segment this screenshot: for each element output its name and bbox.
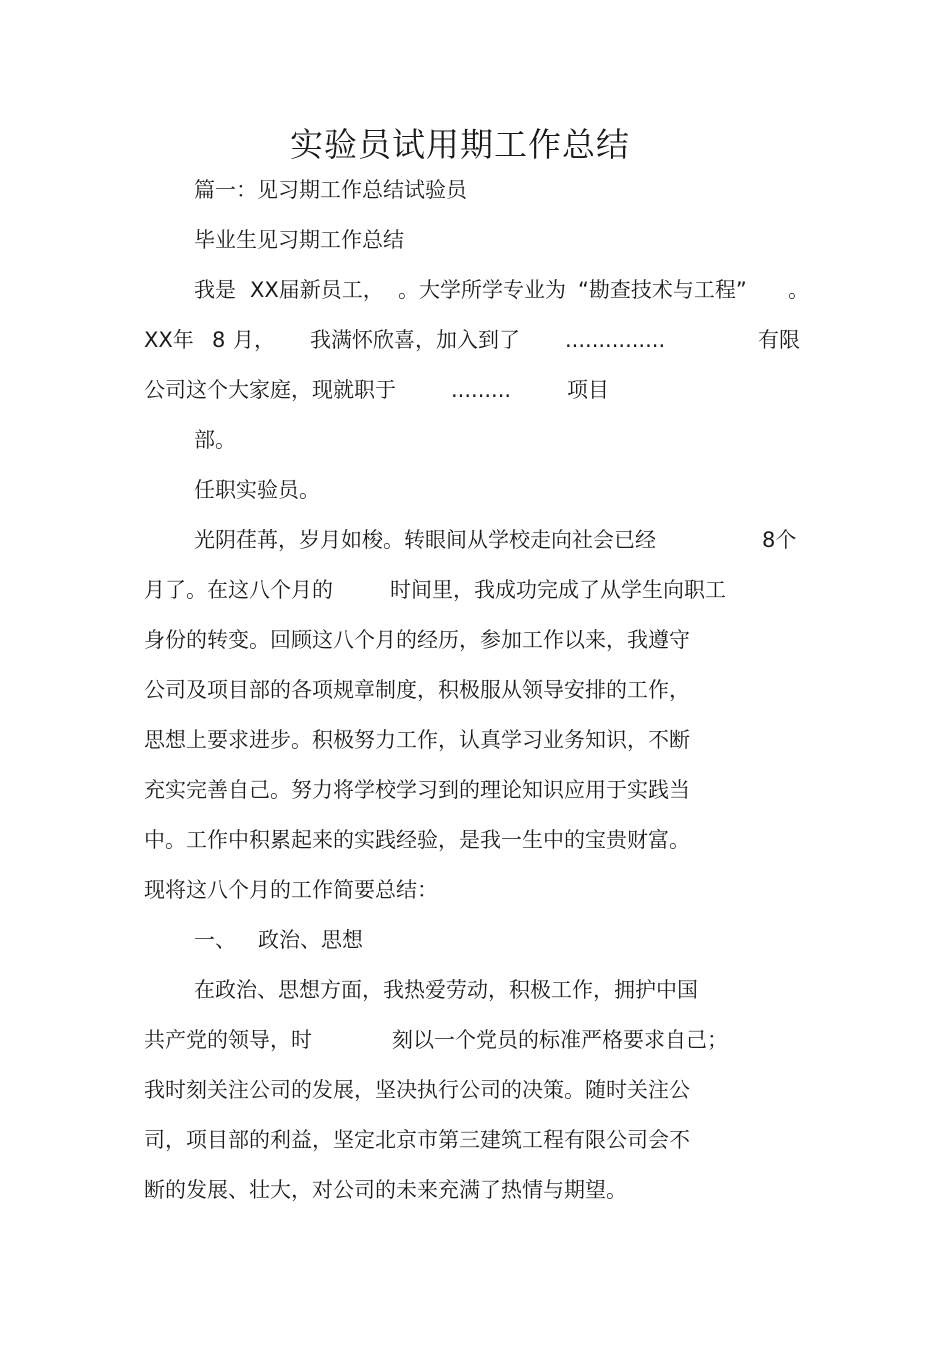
intro-text: ............... — [565, 328, 666, 352]
para2-line-6: 充实完善自己。努力将学校学习到的理论知识应用于实践当 — [144, 778, 690, 802]
intro-text: 我满怀欣喜，加入到了 — [310, 328, 520, 352]
para-text: 光阴荏苒，岁月如梭。转眼间从学校走向社会已经 — [194, 528, 656, 552]
para2-line-8: 现将这八个月的工作简要总结： — [144, 878, 438, 902]
section-number: 一、 — [194, 928, 236, 952]
para2-line-5: 思想上要求进步。积极努力工作，认真学习业务知识，不断 — [144, 728, 690, 752]
intro-text: XX年 — [144, 328, 194, 352]
intro-text: 。 — [788, 278, 809, 302]
section-heading: 毕业生见习期工作总结 — [194, 228, 404, 252]
intro-text: ......... — [451, 378, 512, 402]
intro-text: XX届新员工， — [250, 278, 384, 302]
intro-text: 月， — [233, 328, 275, 352]
para-text: 刻以一个党员的标准严格要求自己； — [392, 1028, 728, 1052]
para3-line-1: 在政治、思想方面，我热爱劳动，积极工作，拥护中国 — [194, 978, 698, 1002]
para2-line-7: 中。工作中积累起来的实践经验，是我一生中的宝贵财富。 — [144, 828, 690, 852]
subtitle: 篇一：见习期工作总结试验员 — [194, 178, 467, 202]
intro-line-5: 任职实验员。 — [194, 478, 320, 502]
intro-text: “勘查技术与工程” — [578, 278, 747, 302]
intro-text: 公司这个大家庭，现就职于 — [144, 378, 396, 402]
intro-text: 8 — [212, 328, 226, 352]
intro-text: 。大学所学专业为 — [398, 278, 566, 302]
para-text: 8个 — [762, 528, 797, 552]
para3-line-3: 我时刻关注公司的发展，坚决执行公司的决策。随时关注公 — [144, 1078, 690, 1102]
intro-line-4: 部。 — [194, 428, 236, 452]
para2-line-3: 身份的转变。回顾这八个月的经历，参加工作以来，我遵守 — [144, 628, 690, 652]
para3-line-4: 司，项目部的利益，坚定北京市第三建筑工程有限公司会不 — [144, 1128, 690, 1152]
para3-line-5: 断的发展、壮大，对公司的未来充满了热情与期望。 — [144, 1178, 627, 1202]
para2-line-4: 公司及项目部的各项规章制度，积极服从领导安排的工作， — [144, 678, 690, 702]
section-label: 政治、思想 — [258, 928, 363, 952]
intro-text: 项目 — [567, 378, 609, 402]
para-text: 共产党的领导，时 — [144, 1028, 312, 1052]
page-title: 实验员试用期工作总结 — [290, 125, 630, 164]
para-text: 时间里，我成功完成了从学生向职工 — [390, 578, 726, 602]
intro-text: 有限 — [758, 328, 800, 352]
intro-text: 我是 — [194, 278, 236, 302]
para-text: 月了。在这八个月的 — [144, 578, 333, 602]
